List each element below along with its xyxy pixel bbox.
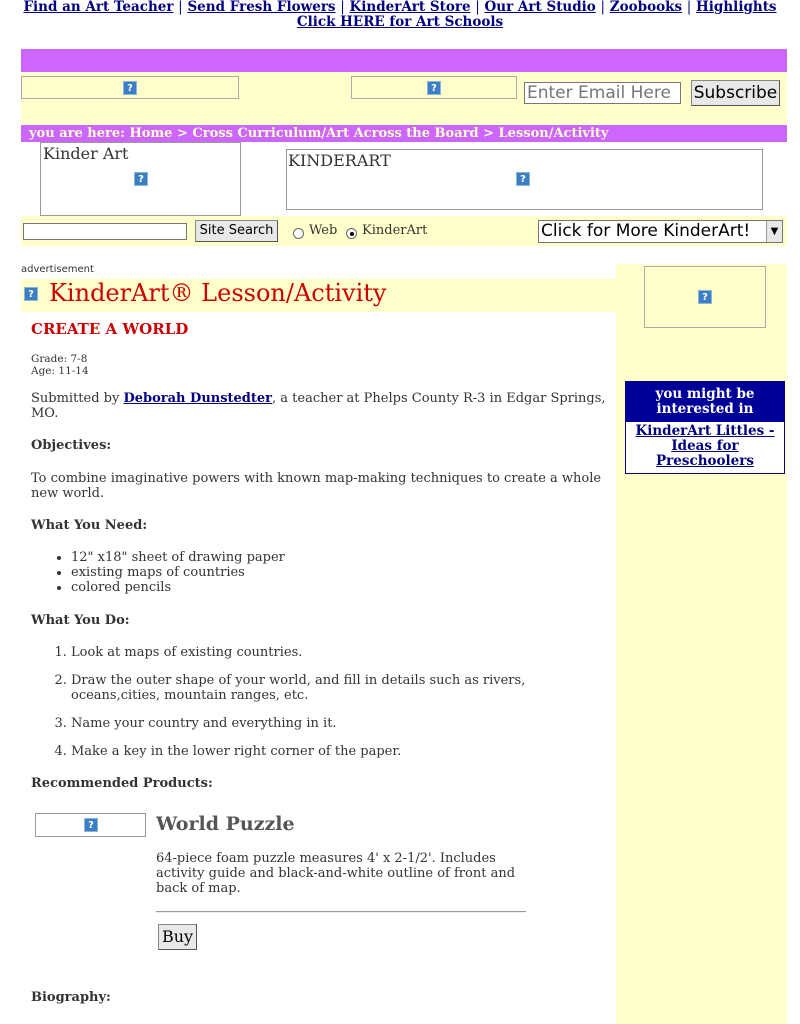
breadcrumb-separator: > xyxy=(483,126,494,141)
kinderart-banner-box[interactable] xyxy=(286,149,763,210)
author-link[interactable]: Deborah Dunstedter xyxy=(123,391,273,406)
nav-separator: | xyxy=(686,0,692,15)
product-title[interactable]: World Puzzle xyxy=(156,813,295,835)
objectives-text: To combine imaginative powers with known map-making techniques to create a whole new world. xyxy=(31,471,602,501)
chevron-down-icon[interactable]: ▼ xyxy=(766,221,782,242)
right-sidebar xyxy=(616,264,787,1024)
nav-link-art-schools[interactable]: Click HERE for Art Schools xyxy=(296,14,504,30)
breadcrumb-item-current: Lesson/Activity xyxy=(498,126,609,141)
steps-list xyxy=(31,645,609,759)
nav-separator: | xyxy=(475,0,480,15)
dropdown-value: Click for More KinderArt! xyxy=(541,221,751,241)
email-input[interactable] xyxy=(524,82,681,104)
radio-web[interactable] xyxy=(293,228,304,239)
breadcrumb-prefix: you are here: xyxy=(29,126,125,141)
sidebar-ad-image[interactable] xyxy=(644,266,766,328)
breadcrumb-separator: > xyxy=(176,126,188,141)
site-search-input[interactable] xyxy=(23,223,187,240)
logo-alt-text: Kinder Art xyxy=(43,144,129,163)
product-description: 64-piece foam puzzle measures 4' x 2-1/2'. Includes activity guide and black-and-white outline of front and back of map. xyxy=(156,851,516,896)
page-title: KinderArt® Lesson/Activity xyxy=(49,279,387,307)
nav-separator: | xyxy=(178,0,183,15)
broken-image-icon: ? xyxy=(84,818,98,832)
nav-link-find-art-teacher[interactable]: Find an Art Teacher xyxy=(23,0,174,15)
nav-link-send-flowers[interactable]: Send Fresh Flowers xyxy=(187,0,336,15)
nav-link-zoobooks[interactable]: Zoobooks xyxy=(609,0,683,15)
broken-image-icon: ? xyxy=(134,172,148,186)
broken-image-icon: ? xyxy=(24,287,38,301)
radio-kinderart[interactable] xyxy=(346,228,357,239)
submitted-by xyxy=(31,391,609,421)
buy-button[interactable]: Buy xyxy=(158,924,197,950)
banner-image-right[interactable] xyxy=(351,76,517,99)
interest-heading: you might be interested in xyxy=(626,382,784,422)
nav-separator: | xyxy=(340,0,345,15)
site-search-button[interactable]: Site Search xyxy=(195,220,278,242)
banner-image-left[interactable] xyxy=(21,76,239,99)
what-you-do-heading: What You Do: xyxy=(31,613,130,628)
kinderart-logo-box[interactable] xyxy=(40,142,241,216)
subscribe-button[interactable]: Subscribe xyxy=(691,80,780,106)
radio-web-label: Web xyxy=(309,223,338,238)
interest-box xyxy=(625,381,785,474)
broken-image-icon: ? xyxy=(427,81,441,95)
list-item: 2. Draw the outer shape of your world, and fill in details such as rivers, oceans,cities, mountain ranges, etc. xyxy=(71,673,609,703)
broken-image-icon: ? xyxy=(516,172,530,186)
page-title-bar xyxy=(21,279,616,312)
interest-link-kinderart-littles[interactable]: KinderArt Littles - Ideas for Preschoolers xyxy=(635,423,775,469)
list-item: • colored pencils xyxy=(71,580,609,595)
banner-alt-text: KINDERART xyxy=(288,151,391,170)
divider xyxy=(156,911,526,913)
biography-heading: Biography: xyxy=(31,990,111,1005)
header-color-bar xyxy=(21,49,787,72)
what-you-need-heading: What You Need: xyxy=(31,518,148,533)
submitted-suffix: , a teacher at Phelps County R-3 in Edgar Springs, MO. xyxy=(31,391,606,421)
objectives-heading: Objectives: xyxy=(31,438,112,453)
list-item: • 12" x18" sheet of drawing paper xyxy=(71,550,609,565)
age-label: Age: 11-14 xyxy=(31,365,89,377)
breadcrumb-item-cross-curriculum[interactable]: Cross Curriculum/Art Across the Board xyxy=(192,126,479,141)
lesson-title: CREATE A WORLD xyxy=(31,320,189,338)
broken-image-icon: ? xyxy=(123,81,137,95)
submitted-prefix: Submitted by xyxy=(31,391,124,406)
advertisement-label: advertisement xyxy=(21,264,94,275)
nav-separator: | xyxy=(600,0,606,15)
recommended-products-heading: Recommended Products: xyxy=(31,776,213,791)
grade-label: Grade: 7-8 xyxy=(31,353,88,365)
nav-link-kinderart-store[interactable]: KinderArt Store xyxy=(349,0,471,15)
broken-image-icon: ? xyxy=(698,290,712,304)
breadcrumb-item-home[interactable]: Home xyxy=(129,126,173,141)
list-item: 3. Name your country and everything in it. xyxy=(71,716,609,731)
nav-link-art-studio[interactable]: Our Art Studio xyxy=(484,0,596,15)
nav-link-highlights[interactable]: Highlights xyxy=(696,0,777,15)
breadcrumb xyxy=(21,125,787,142)
lesson-content xyxy=(31,322,609,791)
radio-kinderart-label: KinderArt xyxy=(362,223,428,238)
list-item: • existing maps of countries xyxy=(71,565,609,580)
list-item: 4. Make a key in the lower right corner of the paper. xyxy=(71,744,609,759)
top-navigation xyxy=(0,0,800,30)
product-image[interactable] xyxy=(35,813,146,837)
list-item: 1. Look at maps of existing countries. xyxy=(71,645,609,660)
more-kinderart-dropdown[interactable] xyxy=(538,220,783,243)
needs-list xyxy=(31,550,609,595)
